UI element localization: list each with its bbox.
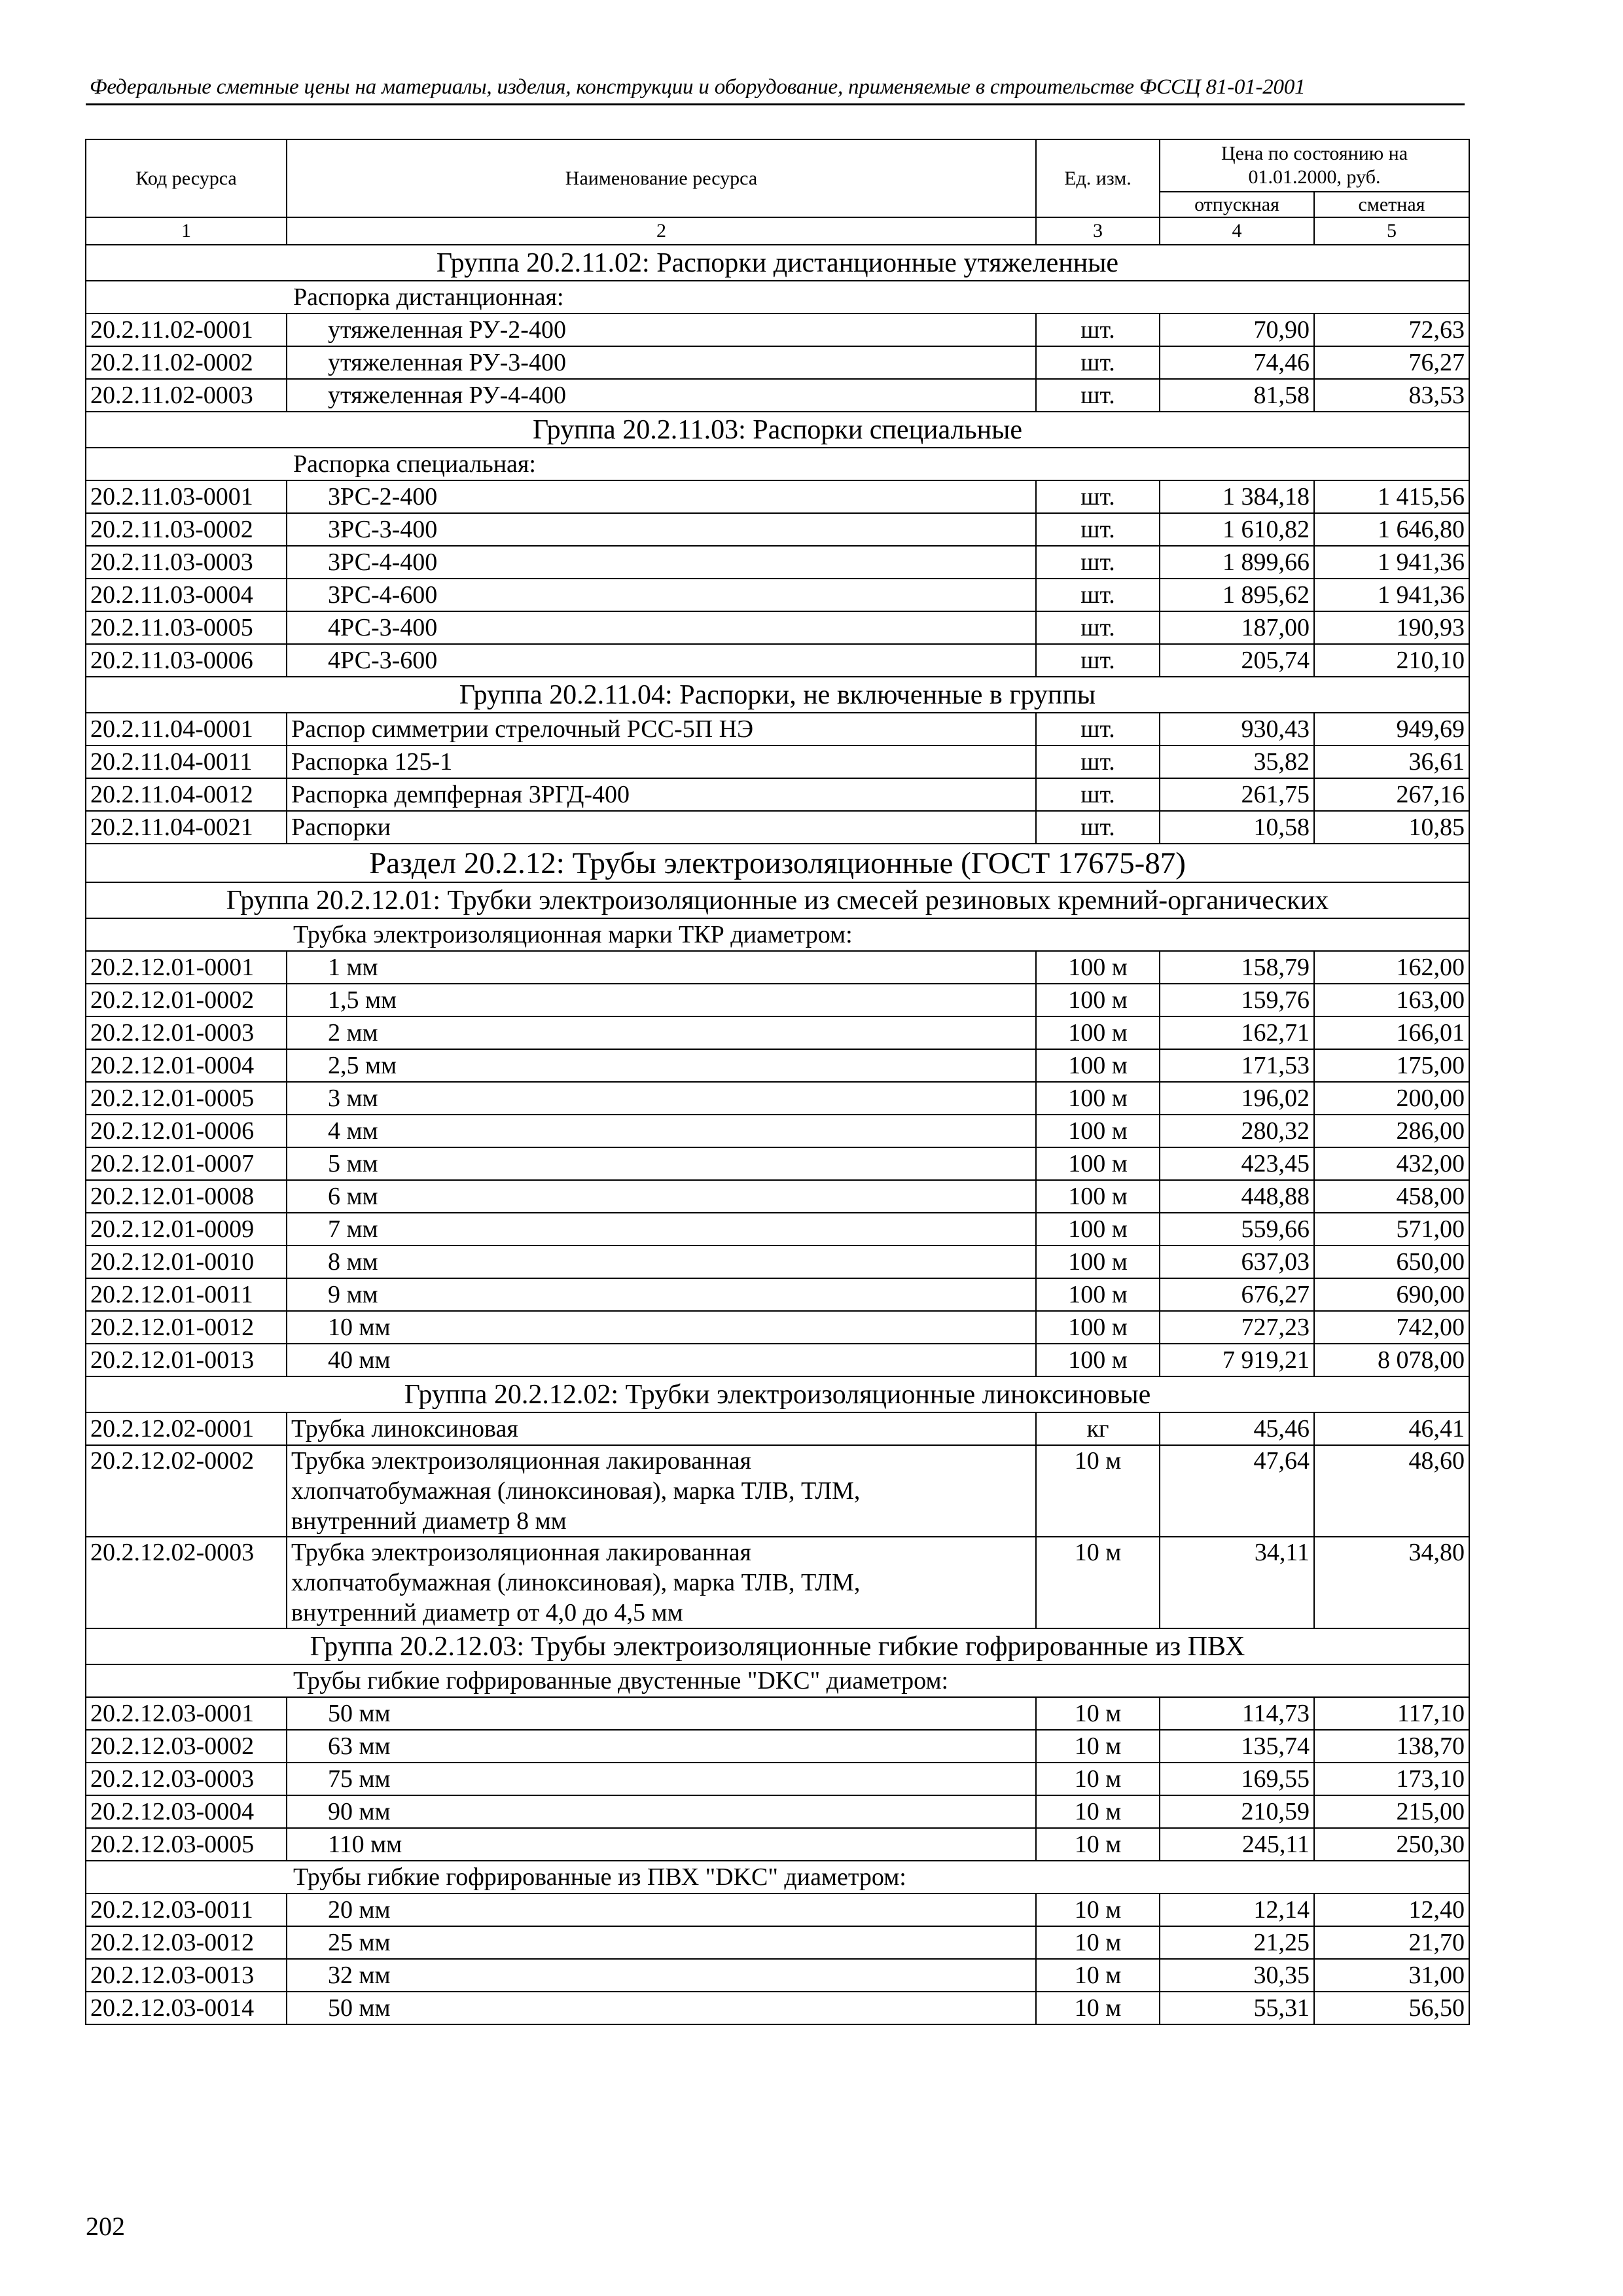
price-estimate: 8 078,00 (1314, 1344, 1469, 1376)
price-estimate: 83,53 (1314, 379, 1469, 412)
table-row (86, 644, 1469, 677)
resource-name: 6 мм (287, 1180, 1036, 1213)
unit-of-measure: 10 м (1036, 1893, 1160, 1926)
table-row (86, 1115, 1469, 1147)
price-estimate: 12,40 (1314, 1893, 1469, 1926)
table-row (86, 1992, 1469, 2024)
resource-code: 20.2.11.02-0003 (86, 379, 287, 412)
subgroup-title: Трубка электроизоляционная марки ТКР диаметром: (86, 918, 1469, 951)
price-release: 169,55 (1160, 1763, 1314, 1795)
resource-code: 20.2.11.03-0001 (86, 480, 287, 513)
resource-code: 20.2.12.02-0001 (86, 1412, 287, 1445)
resource-code: 20.2.12.03-0013 (86, 1959, 287, 1992)
table-row (86, 579, 1469, 611)
column-number: 5 (1314, 217, 1469, 245)
header-price-estimate: сметная (1314, 192, 1469, 217)
resource-name: 2 мм (287, 1016, 1036, 1049)
table-row (86, 1180, 1469, 1213)
unit-of-measure: 10 м (1036, 1730, 1160, 1763)
resource-name: 40 мм (287, 1344, 1036, 1376)
unit-of-measure: 10 м (1036, 1763, 1160, 1795)
resource-name: 4РС-3-400 (287, 611, 1036, 644)
group-title: Группа 20.2.12.02: Трубки электроизоляционные линоксиновые (86, 1376, 1469, 1412)
price-release: 187,00 (1160, 611, 1314, 644)
price-estimate: 34,80 (1314, 1537, 1469, 1628)
subtitle-row (86, 1664, 1469, 1697)
price-estimate: 10,85 (1314, 811, 1469, 844)
price-release: 47,64 (1160, 1445, 1314, 1537)
price-release: 676,27 (1160, 1278, 1314, 1311)
price-release: 81,58 (1160, 379, 1314, 412)
resource-code: 20.2.11.04-0021 (86, 811, 287, 844)
price-release: 159,76 (1160, 984, 1314, 1016)
price-estimate: 432,00 (1314, 1147, 1469, 1180)
resource-name: 2,5 мм (287, 1049, 1036, 1082)
column-number: 2 (287, 217, 1036, 245)
subgroup-title: Распорка дистанционная: (86, 281, 1469, 314)
price-release: 34,11 (1160, 1537, 1314, 1628)
resource-name: утяжеленная РУ-2-400 (287, 314, 1036, 346)
group-row (86, 245, 1469, 281)
unit-of-measure: 100 м (1036, 1344, 1160, 1376)
table-row (86, 951, 1469, 984)
price-release: 55,31 (1160, 1992, 1314, 2024)
price-estimate: 650,00 (1314, 1246, 1469, 1278)
unit-of-measure: 100 м (1036, 1049, 1160, 1082)
unit-of-measure: шт. (1036, 644, 1160, 677)
price-release: 21,25 (1160, 1926, 1314, 1959)
resource-name: 110 мм (287, 1828, 1036, 1861)
resource-name: Распор симметрии стрелочный РСС-5П НЭ (287, 713, 1036, 745)
resource-name: 4 мм (287, 1115, 1036, 1147)
table-row (86, 1246, 1469, 1278)
price-estimate: 215,00 (1314, 1795, 1469, 1828)
price-estimate: 46,41 (1314, 1412, 1469, 1445)
price-estimate: 48,60 (1314, 1445, 1469, 1537)
group-row (86, 1376, 1469, 1412)
resource-code: 20.2.12.01-0011 (86, 1278, 287, 1311)
unit-of-measure: 10 м (1036, 1795, 1160, 1828)
table-row (86, 1893, 1469, 1926)
price-release: 637,03 (1160, 1246, 1314, 1278)
table-body (86, 245, 1469, 2024)
unit-of-measure: 10 м (1036, 1992, 1160, 2024)
resource-code: 20.2.11.03-0005 (86, 611, 287, 644)
unit-of-measure: 100 м (1036, 1213, 1160, 1246)
price-release: 280,32 (1160, 1115, 1314, 1147)
price-release: 448,88 (1160, 1180, 1314, 1213)
column-number: 4 (1160, 217, 1314, 245)
price-release: 7 919,21 (1160, 1344, 1314, 1376)
resource-code: 20.2.12.01-0009 (86, 1213, 287, 1246)
resource-code: 20.2.12.03-0001 (86, 1697, 287, 1730)
price-estimate: 190,93 (1314, 611, 1469, 644)
resource-name (287, 1445, 1036, 1537)
table-row (86, 745, 1469, 778)
unit-of-measure: шт. (1036, 611, 1160, 644)
price-estimate: 742,00 (1314, 1311, 1469, 1344)
table-row (86, 1049, 1469, 1082)
subgroup-title: Трубы гибкие гофрированные из ПВХ "DKC" диаметром: (86, 1861, 1469, 1893)
resource-name: Распорки (287, 811, 1036, 844)
table-row (86, 346, 1469, 379)
table-row (86, 1082, 1469, 1115)
price-estimate: 1 941,36 (1314, 546, 1469, 579)
group-row (86, 412, 1469, 448)
resource-code: 20.2.12.03-0002 (86, 1730, 287, 1763)
price-release: 74,46 (1160, 346, 1314, 379)
resource-name: 90 мм (287, 1795, 1036, 1828)
unit-of-measure: 100 м (1036, 1180, 1160, 1213)
unit-of-measure: шт. (1036, 314, 1160, 346)
price-release: 196,02 (1160, 1082, 1314, 1115)
group-row (86, 1628, 1469, 1664)
resource-code: 20.2.12.03-0012 (86, 1926, 287, 1959)
column-number: 1 (86, 217, 287, 245)
price-estimate: 117,10 (1314, 1697, 1469, 1730)
price-release: 45,46 (1160, 1412, 1314, 1445)
price-estimate: 72,63 (1314, 314, 1469, 346)
header-price-group: Цена по состоянию на 01.01.2000, руб. (1160, 139, 1469, 192)
unit-of-measure: 10 м (1036, 1537, 1160, 1628)
unit-of-measure: шт. (1036, 811, 1160, 844)
table-row (86, 1311, 1469, 1344)
unit-of-measure: 100 м (1036, 951, 1160, 984)
subgroup-title: Распорка специальная: (86, 448, 1469, 480)
table-row (86, 379, 1469, 412)
resource-code: 20.2.11.02-0001 (86, 314, 287, 346)
subtitle-row (86, 448, 1469, 480)
resource-name: 32 мм (287, 1959, 1036, 1992)
resource-code: 20.2.12.02-0003 (86, 1537, 287, 1628)
column-number: 3 (1036, 217, 1160, 245)
table-row (86, 1016, 1469, 1049)
resource-code: 20.2.12.03-0003 (86, 1763, 287, 1795)
subgroup-title: Трубы гибкие гофрированные двустенные "DKC" диаметром: (86, 1664, 1469, 1697)
price-estimate: 163,00 (1314, 984, 1469, 1016)
resource-name: 75 мм (287, 1763, 1036, 1795)
resource-name-line: Трубка электроизоляционная лакированная (291, 1539, 752, 1566)
price-estimate: 21,70 (1314, 1926, 1469, 1959)
resource-code: 20.2.11.04-0012 (86, 778, 287, 811)
unit-of-measure: 10 м (1036, 1959, 1160, 1992)
price-release: 261,75 (1160, 778, 1314, 811)
table-row (86, 1697, 1469, 1730)
resource-code: 20.2.12.03-0014 (86, 1992, 287, 2024)
section-title: Раздел 20.2.12: Трубы электроизоляционные (ГОСТ 17675-87) (86, 844, 1469, 882)
table-row (86, 1763, 1469, 1795)
group-title: Группа 20.2.12.01: Трубки электроизоляционные из смесей резиновых кремний-органических (86, 882, 1469, 918)
unit-of-measure: шт. (1036, 713, 1160, 745)
resource-name (287, 1537, 1036, 1628)
price-estimate: 200,00 (1314, 1082, 1469, 1115)
price-estimate: 175,00 (1314, 1049, 1469, 1082)
resource-name: 1,5 мм (287, 984, 1036, 1016)
price-estimate: 138,70 (1314, 1730, 1469, 1763)
table-row (86, 1730, 1469, 1763)
table-row (86, 984, 1469, 1016)
table-row (86, 1926, 1469, 1959)
price-estimate: 949,69 (1314, 713, 1469, 745)
resource-code: 20.2.12.01-0001 (86, 951, 287, 984)
header-name: Наименование ресурса (287, 139, 1036, 217)
group-title: Группа 20.2.12.03: Трубы электроизоляционные гибкие гофрированные из ПВХ (86, 1628, 1469, 1664)
resource-name: 3РС-4-600 (287, 579, 1036, 611)
unit-of-measure: шт. (1036, 379, 1160, 412)
resource-name: утяжеленная РУ-3-400 (287, 346, 1036, 379)
unit-of-measure: 100 м (1036, 1016, 1160, 1049)
price-estimate: 36,61 (1314, 745, 1469, 778)
running-header: Федеральные сметные цены на материалы, изделия, конструкции и оборудование, применяемые в строительстве ФССЦ 81-01-2001 (90, 75, 1306, 99)
price-estimate: 162,00 (1314, 951, 1469, 984)
unit-of-measure: шт. (1036, 480, 1160, 513)
header-code: Код ресурса (86, 139, 287, 217)
resource-name: Распорка 125-1 (287, 745, 1036, 778)
resource-name: 50 мм (287, 1992, 1036, 2024)
price-estimate: 1 646,80 (1314, 513, 1469, 546)
resource-code: 20.2.12.01-0003 (86, 1016, 287, 1049)
table-row (86, 513, 1469, 546)
price-estimate: 458,00 (1314, 1180, 1469, 1213)
resource-name: 10 мм (287, 1311, 1036, 1344)
price-estimate: 173,10 (1314, 1763, 1469, 1795)
resource-name: 25 мм (287, 1926, 1036, 1959)
resource-name-line: Трубка электроизоляционная лакированная (291, 1447, 752, 1475)
unit-of-measure: шт. (1036, 778, 1160, 811)
price-release: 1 899,66 (1160, 546, 1314, 579)
resource-name: 3РС-3-400 (287, 513, 1036, 546)
price-estimate: 1 941,36 (1314, 579, 1469, 611)
resource-name: 7 мм (287, 1213, 1036, 1246)
resource-code: 20.2.12.01-0004 (86, 1049, 287, 1082)
price-release: 158,79 (1160, 951, 1314, 984)
unit-of-measure: кг (1036, 1412, 1160, 1445)
subtitle-row (86, 918, 1469, 951)
table-row (86, 1344, 1469, 1376)
price-release: 1 895,62 (1160, 579, 1314, 611)
unit-of-measure: 100 м (1036, 1147, 1160, 1180)
resource-name: Трубка линоксиновая (287, 1412, 1036, 1445)
table-row (86, 1278, 1469, 1311)
table-row (86, 1213, 1469, 1246)
resource-code: 20.2.11.03-0002 (86, 513, 287, 546)
resource-code: 20.2.12.01-0012 (86, 1311, 287, 1344)
unit-of-measure: 10 м (1036, 1828, 1160, 1861)
table-row (86, 480, 1469, 513)
resource-name: 8 мм (287, 1246, 1036, 1278)
resource-name-line: хлопчатобумажная (линоксиновая), марка ТЛВ, ТЛМ, (291, 1569, 861, 1596)
price-estimate: 210,10 (1314, 644, 1469, 677)
table-row (86, 1445, 1469, 1537)
resource-name: 3РС-2-400 (287, 480, 1036, 513)
group-title: Группа 20.2.11.04: Распорки, не включенные в группы (86, 677, 1469, 713)
resource-name-line: внутренний диаметр 8 мм (291, 1507, 567, 1535)
price-release: 930,43 (1160, 713, 1314, 745)
resource-name-line: внутренний диаметр от 4,0 до 4,5 мм (291, 1599, 683, 1626)
price-release: 210,59 (1160, 1795, 1314, 1828)
resource-name: 4РС-3-600 (287, 644, 1036, 677)
resource-name: Распорка демпферная 3РГД-400 (287, 778, 1036, 811)
unit-of-measure: 100 м (1036, 1115, 1160, 1147)
unit-of-measure: 10 м (1036, 1697, 1160, 1730)
price-estimate: 267,16 (1314, 778, 1469, 811)
table-row (86, 1147, 1469, 1180)
resource-name-line: хлопчатобумажная (линоксиновая), марка ТЛВ, ТЛМ, (291, 1477, 861, 1505)
unit-of-measure: шт. (1036, 579, 1160, 611)
resource-code: 20.2.12.03-0011 (86, 1893, 287, 1926)
resource-name: утяжеленная РУ-4-400 (287, 379, 1036, 412)
unit-of-measure: шт. (1036, 513, 1160, 546)
price-estimate: 31,00 (1314, 1959, 1469, 1992)
table-row (86, 314, 1469, 346)
price-table (85, 139, 1470, 2025)
table-row (86, 778, 1469, 811)
resource-name: 9 мм (287, 1278, 1036, 1311)
column-numbers-row (86, 217, 1469, 245)
price-release: 10,58 (1160, 811, 1314, 844)
table-row (86, 1795, 1469, 1828)
resource-code: 20.2.12.03-0004 (86, 1795, 287, 1828)
price-release: 135,74 (1160, 1730, 1314, 1763)
group-row (86, 677, 1469, 713)
table-row (86, 811, 1469, 844)
resource-name: 3РС-4-400 (287, 546, 1036, 579)
price-release: 12,14 (1160, 1893, 1314, 1926)
unit-of-measure: 100 м (1036, 1246, 1160, 1278)
resource-code: 20.2.12.01-0006 (86, 1115, 287, 1147)
unit-of-measure: 100 м (1036, 984, 1160, 1016)
page-number: 202 (86, 2212, 125, 2241)
price-release: 162,71 (1160, 1016, 1314, 1049)
group-row (86, 882, 1469, 918)
unit-of-measure: 10 м (1036, 1445, 1160, 1537)
price-release: 559,66 (1160, 1213, 1314, 1246)
resource-code: 20.2.11.03-0003 (86, 546, 287, 579)
unit-of-measure: шт. (1036, 546, 1160, 579)
table-row (86, 611, 1469, 644)
resource-code: 20.2.12.03-0005 (86, 1828, 287, 1861)
resource-code: 20.2.12.01-0013 (86, 1344, 287, 1376)
resource-code: 20.2.11.02-0002 (86, 346, 287, 379)
table-row (86, 1412, 1469, 1445)
price-estimate: 286,00 (1314, 1115, 1469, 1147)
group-title: Группа 20.2.11.03: Распорки специальные (86, 412, 1469, 448)
table-row (86, 713, 1469, 745)
unit-of-measure: 10 м (1036, 1926, 1160, 1959)
price-estimate: 250,30 (1314, 1828, 1469, 1861)
price-release: 727,23 (1160, 1311, 1314, 1344)
price-estimate: 56,50 (1314, 1992, 1469, 2024)
header-unit: Ед. изм. (1036, 139, 1160, 217)
group-title: Группа 20.2.11.02: Распорки дистанционные утяжеленные (86, 245, 1469, 281)
resource-code: 20.2.12.01-0007 (86, 1147, 287, 1180)
price-estimate: 571,00 (1314, 1213, 1469, 1246)
price-estimate: 690,00 (1314, 1278, 1469, 1311)
resource-code: 20.2.12.01-0010 (86, 1246, 287, 1278)
resource-code: 20.2.11.04-0011 (86, 745, 287, 778)
resource-name: 3 мм (287, 1082, 1036, 1115)
price-release: 171,53 (1160, 1049, 1314, 1082)
resource-code: 20.2.12.01-0008 (86, 1180, 287, 1213)
header-price-release: отпускная (1160, 192, 1314, 217)
price-release: 205,74 (1160, 644, 1314, 677)
price-release: 35,82 (1160, 745, 1314, 778)
section-row (86, 844, 1469, 882)
unit-of-measure: шт. (1036, 745, 1160, 778)
table-row (86, 1959, 1469, 1992)
price-release: 114,73 (1160, 1697, 1314, 1730)
unit-of-measure: 100 м (1036, 1278, 1160, 1311)
price-release: 1 384,18 (1160, 480, 1314, 513)
price-release: 1 610,82 (1160, 513, 1314, 546)
table-row (86, 546, 1469, 579)
price-release: 70,90 (1160, 314, 1314, 346)
resource-code: 20.2.12.01-0002 (86, 984, 287, 1016)
price-release: 423,45 (1160, 1147, 1314, 1180)
resource-code: 20.2.12.02-0002 (86, 1445, 287, 1537)
unit-of-measure: 100 м (1036, 1311, 1160, 1344)
price-estimate: 76,27 (1314, 346, 1469, 379)
header-divider (86, 103, 1465, 105)
resource-name: 20 мм (287, 1893, 1036, 1926)
resource-code: 20.2.12.01-0005 (86, 1082, 287, 1115)
price-estimate: 1 415,56 (1314, 480, 1469, 513)
resource-code: 20.2.11.04-0001 (86, 713, 287, 745)
unit-of-measure: 100 м (1036, 1082, 1160, 1115)
price-estimate: 166,01 (1314, 1016, 1469, 1049)
resource-name: 5 мм (287, 1147, 1036, 1180)
resource-code: 20.2.11.03-0006 (86, 644, 287, 677)
table-row (86, 1828, 1469, 1861)
price-release: 30,35 (1160, 1959, 1314, 1992)
subtitle-row (86, 1861, 1469, 1893)
price-release: 245,11 (1160, 1828, 1314, 1861)
resource-name: 1 мм (287, 951, 1036, 984)
table-row (86, 1537, 1469, 1628)
subtitle-row (86, 281, 1469, 314)
resource-name: 63 мм (287, 1730, 1036, 1763)
unit-of-measure: шт. (1036, 346, 1160, 379)
resource-name: 50 мм (287, 1697, 1036, 1730)
resource-code: 20.2.11.03-0004 (86, 579, 287, 611)
